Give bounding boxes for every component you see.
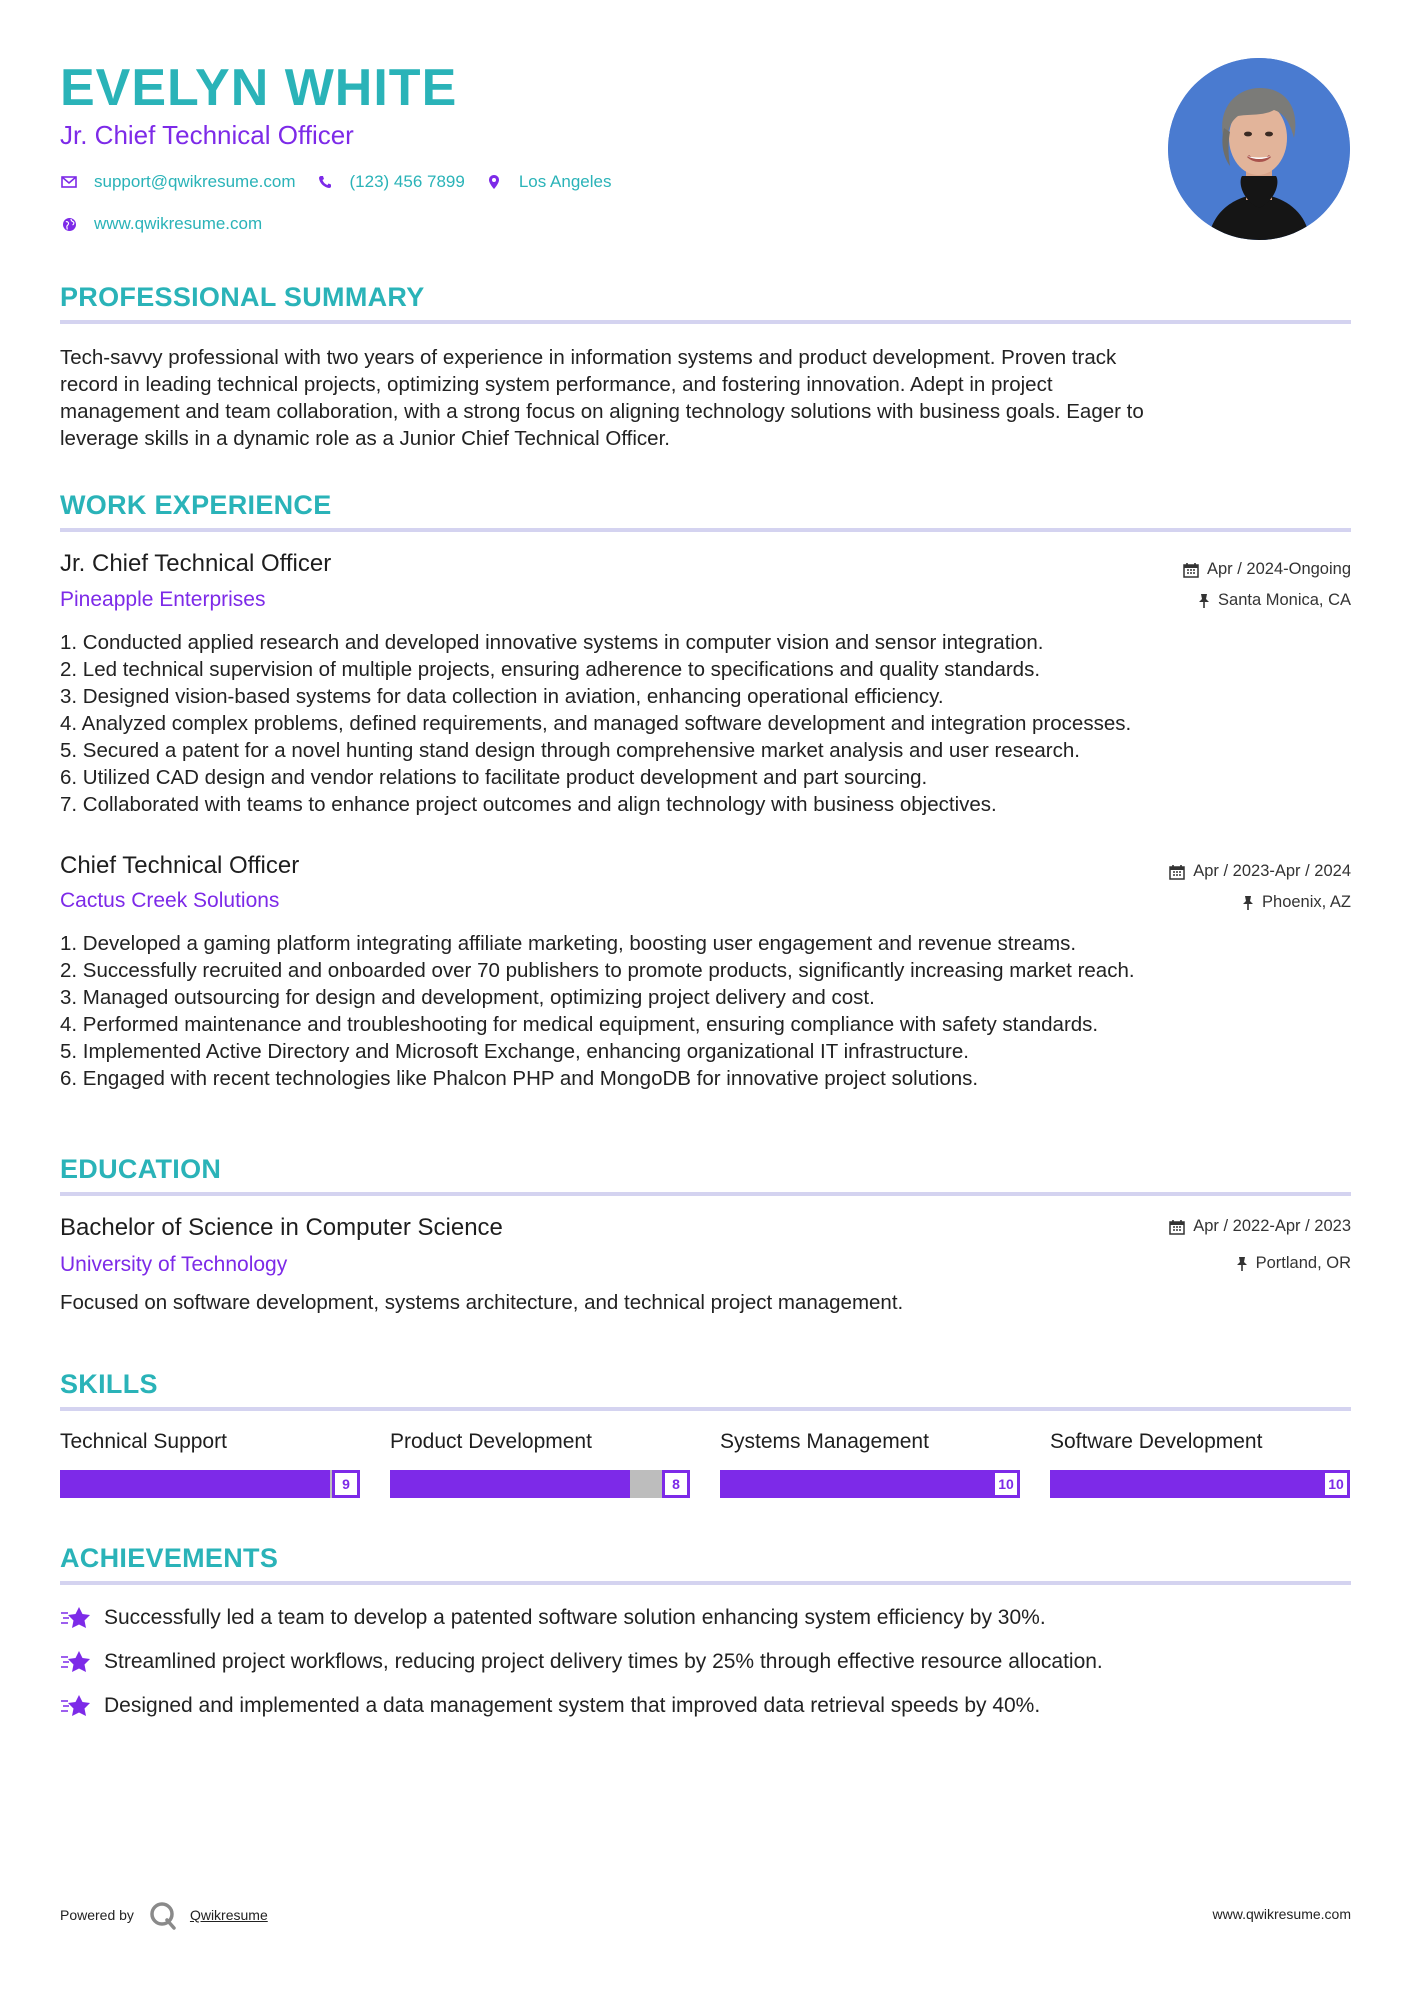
globe-icon [60, 215, 78, 233]
summary-heading: PROFESSIONAL SUMMARY [60, 282, 425, 312]
skill-item [720, 1430, 1020, 1498]
education-description: Focused on software development, systems architecture, and technical project management. [60, 1291, 904, 1314]
skill-bar-fill [390, 1470, 630, 1498]
achievement-item [60, 1604, 1046, 1632]
achievement-item [60, 1692, 1040, 1720]
skill-bar-fill [1050, 1470, 1350, 1498]
education-location [1236, 1254, 1351, 1273]
job-location-text: Santa Monica, CA [1218, 591, 1351, 609]
education-dates [1169, 1217, 1351, 1236]
list-item: 6. Utilized CAD design and vendor relations to facilitate product development and part sourcing. [60, 766, 928, 789]
summary-divider [60, 320, 1351, 324]
contact-row-2 [60, 214, 280, 234]
map-pin-icon [485, 173, 503, 191]
list-item: 3. Managed outsourcing for design and development, optimizing project delivery and cost. [60, 986, 875, 1009]
list-item: 3. Designed vision-based systems for data collection in aviation, enhancing operational efficiency. [60, 685, 944, 708]
job-dates [1169, 862, 1351, 881]
degree-title: Bachelor of Science in Computer Science [60, 1214, 503, 1241]
company-name: Cactus Creek Solutions [60, 889, 280, 912]
summary-line: Tech-savvy professional with two years of experience in information systems and product development. Proven track [60, 346, 1117, 369]
skill-name: Product Development [390, 1430, 592, 1453]
pushpin-icon [1236, 1256, 1248, 1272]
email-link[interactable]: support@qwikresume.com [94, 172, 296, 191]
calendar-icon [1169, 1219, 1185, 1235]
list-item: 5. Implemented Active Directory and Microsoft Exchange, enhancing organizational IT infrastructure. [60, 1040, 969, 1063]
experience-divider [60, 528, 1351, 532]
skill-level-bar [720, 1470, 1020, 1498]
star-icon [60, 1604, 94, 1632]
company-name: Pineapple Enterprises [60, 588, 266, 611]
envelope-icon [60, 173, 78, 191]
job-title: Chief Technical Officer [60, 852, 300, 879]
skill-bar-fill [60, 1470, 330, 1498]
school-name: University of Technology [60, 1253, 288, 1276]
job-dates-text: Apr / 2024-Ongoing [1206, 560, 1351, 578]
achievements-heading: ACHIEVEMENTS [60, 1543, 279, 1573]
achievement-item [60, 1648, 1103, 1676]
phone-icon [316, 173, 334, 191]
skills-divider [60, 1407, 1351, 1411]
list-item: 6. Engaged with recent technologies like Phalcon PHP and MongoDB for innovative project solutions. [60, 1067, 979, 1090]
achievement-text: Streamlined project workflows, reducing project delivery times by 25% through effective resource allocation. [104, 1650, 1103, 1673]
list-item: 1. Developed a gaming platform integrating affiliate marketing, boosting user engagement and revenue streams. [60, 932, 1077, 955]
skills-heading: SKILLS [60, 1369, 158, 1399]
summary-line: leverage skills in a dynamic role as a Junior Chief Technical Officer. [60, 427, 670, 450]
contact-row-1 [60, 172, 629, 192]
summary-text [60, 344, 1351, 452]
job-location [1198, 591, 1351, 610]
list-item: 2. Successfully recruited and onboarded over 70 publishers to promote products, significantly increasing market reach. [60, 959, 1135, 982]
list-item: 5. Secured a patent for a novel hunting stand design through comprehensive market analysis and user research. [60, 739, 1080, 762]
job-dates-text: Apr / 2023-Apr / 2024 [1193, 862, 1351, 880]
education-location-text: Portland, OR [1255, 1254, 1351, 1272]
skill-item [1050, 1430, 1350, 1498]
skill-level-bar [1050, 1470, 1350, 1498]
skill-name: Technical Support [60, 1430, 227, 1453]
education-heading: EDUCATION [60, 1154, 222, 1184]
skill-level-number: 9 [332, 1470, 360, 1498]
footer-powered-by [60, 1900, 268, 1930]
list-item: 1. Conducted applied research and developed innovative systems in computer vision and sensor integration. [60, 631, 1044, 654]
achievement-text: Designed and implemented a data management system that improved data retrieval speeds by 40%. [104, 1694, 1041, 1717]
profile-photo [1168, 58, 1350, 240]
candidate-title: Jr. Chief Technical Officer [60, 120, 354, 150]
phone-number: (123) 456 7899 [349, 172, 465, 191]
star-icon [60, 1692, 94, 1720]
achievement-text: Successfully led a team to develop a patented software solution enhancing system efficiency by 30%. [104, 1606, 1046, 1629]
qwikresume-link[interactable]: Qwikresume [189, 1907, 268, 1923]
education-divider [60, 1192, 1351, 1196]
summary-line: record in leading technical projects, optimizing system performance, and fostering innovation. Adept in project [60, 373, 1053, 396]
skill-level-number: 10 [1322, 1470, 1350, 1498]
experience-heading: WORK EXPERIENCE [60, 490, 332, 520]
job-location-text: Phoenix, AZ [1262, 893, 1351, 911]
skill-item [60, 1430, 360, 1498]
list-item: 2. Led technical supervision of multiple projects, ensuring adherence to specifications and quality standards. [60, 658, 1041, 681]
skill-bar-fill [720, 1470, 1020, 1498]
qwikresume-logo-icon [148, 1900, 178, 1930]
list-item: 4. Performed maintenance and troubleshooting for medical equipment, ensuring compliance with safety standards. [60, 1013, 1099, 1036]
skill-level-number: 8 [662, 1470, 690, 1498]
skill-name: Software Development [1050, 1430, 1263, 1453]
location-text: Los Angeles [518, 172, 612, 191]
list-item: 7. Collaborated with teams to enhance project outcomes and align technology with business objectives. [60, 793, 997, 816]
footer-website[interactable]: www.qwikresume.com [1212, 1906, 1351, 1922]
job-bullets [60, 629, 1131, 818]
calendar-icon [1183, 562, 1199, 578]
skill-level-bar [60, 1470, 360, 1498]
job-title: Jr. Chief Technical Officer [60, 550, 332, 577]
calendar-icon [1169, 864, 1185, 880]
job-bullets [60, 930, 1135, 1092]
job-location [1242, 893, 1351, 912]
summary-line: management and team collaboration, with a strong focus on aligning technology solutions with business goals. Eager to [60, 400, 1144, 423]
list-item: 4. Analyzed complex problems, defined requirements, and managed software development and integration processes. [60, 712, 1132, 735]
powered-by-label: Powered by [60, 1907, 134, 1923]
skill-item [390, 1430, 690, 1498]
achievements-divider [60, 1581, 1351, 1585]
pushpin-icon [1242, 895, 1254, 911]
pushpin-icon [1198, 593, 1210, 609]
website-link[interactable]: www.qwikresume.com [94, 214, 263, 233]
skill-name: Systems Management [720, 1430, 929, 1453]
candidate-name: EVELYN WHITE [60, 59, 458, 117]
education-dates-text: Apr / 2022-Apr / 2023 [1193, 1217, 1351, 1235]
job-dates [1183, 560, 1351, 579]
star-icon [60, 1648, 94, 1676]
skill-level-bar [390, 1470, 690, 1498]
skill-level-number: 10 [992, 1470, 1020, 1498]
